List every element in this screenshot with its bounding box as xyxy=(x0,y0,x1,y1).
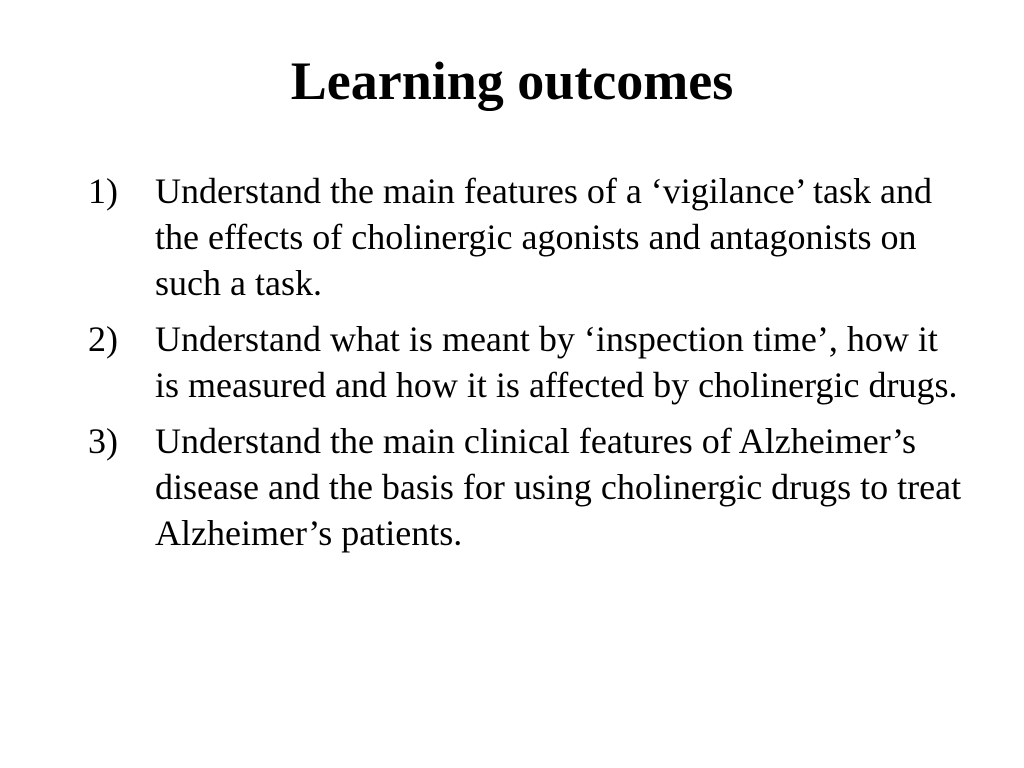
outcome-item-1 xyxy=(88,168,968,306)
outcome-number: 2) xyxy=(88,319,118,359)
outcome-text: Understand the main features of a ‘vigilance’ task and the effects of cholinergic agonists and antagonists on such a task. xyxy=(155,171,933,303)
outcome-number: 3) xyxy=(88,421,118,461)
outcome-text: Understand what is meant by ‘inspection time’, how it is measured and how it is affected by cholinergic drugs. xyxy=(155,319,958,405)
outcome-item-2 xyxy=(88,316,968,408)
slide-title: Learning outcomes xyxy=(290,51,734,111)
outcome-text: Understand the main clinical features of Alzheimer’s disease and the basis for using cholinergic drugs to treat Alzheimer’s patients. xyxy=(155,421,962,553)
outcome-item-3 xyxy=(88,418,968,556)
learning-outcomes-list xyxy=(88,168,968,566)
outcome-number: 1) xyxy=(88,171,118,211)
